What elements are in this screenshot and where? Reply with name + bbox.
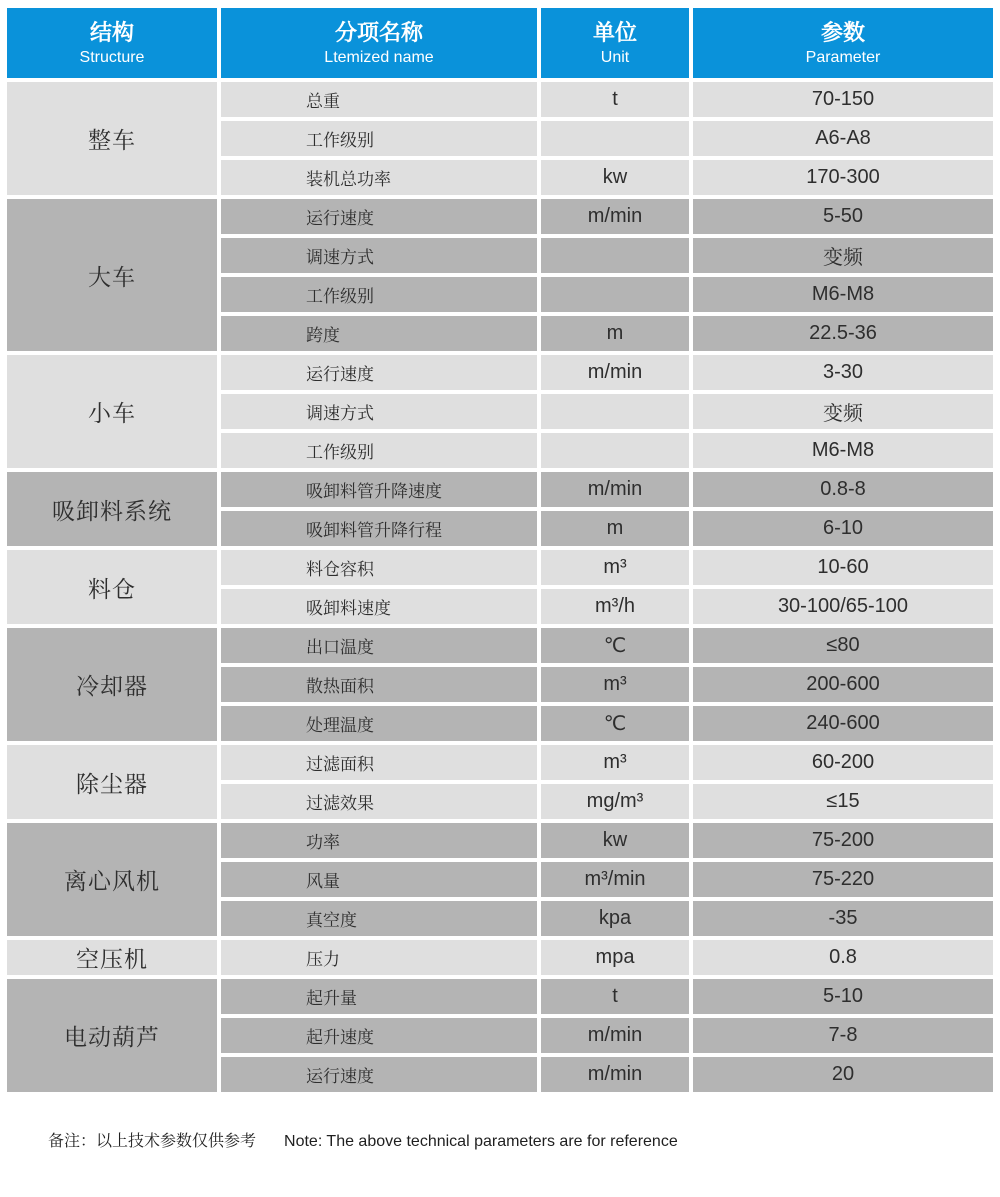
name-cell: 功率 <box>221 823 537 858</box>
name-cell: 装机总功率 <box>221 160 537 195</box>
unit-cell: m/min <box>541 355 689 390</box>
unit-cell: m³/h <box>541 589 689 624</box>
name-cell: 真空度 <box>221 901 537 936</box>
footer-note-zh: 备注：以上技术参数仅供参考 <box>48 1133 257 1150</box>
table-row <box>7 628 993 663</box>
footer-note-en: Note: The above technical parameters are for reference <box>284 1133 678 1150</box>
header-structure-en: Structure <box>79 48 145 66</box>
unit-cell: m/min <box>541 1018 689 1053</box>
structure-cell: 电动葫芦 <box>7 979 217 1092</box>
header-row <box>7 8 993 78</box>
unit-cell: kw <box>541 160 689 195</box>
param-cell: 20 <box>693 1057 993 1092</box>
param-cell: M6-M8 <box>693 277 993 312</box>
unit-cell: m³ <box>541 550 689 585</box>
header-cell-structure <box>7 8 217 78</box>
param-cell: 5-50 <box>693 199 993 234</box>
header-parameter-en: Parameter <box>805 48 881 66</box>
name-cell: 吸卸料管升降行程 <box>221 511 537 546</box>
name-cell: 工作级别 <box>221 277 537 312</box>
header-unit-zh: 单位 <box>592 20 637 46</box>
table-row <box>7 82 993 117</box>
footer-note <box>0 1128 1000 1151</box>
structure-cell: 吸卸料系统 <box>7 472 217 546</box>
header-cell-itemized-name <box>221 8 537 78</box>
name-cell: 运行速度 <box>221 355 537 390</box>
param-cell: 75-220 <box>693 862 993 897</box>
param-cell: 200-600 <box>693 667 993 702</box>
unit-cell: m³/min <box>541 862 689 897</box>
name-cell: 工作级别 <box>221 121 537 156</box>
param-cell: 170-300 <box>693 160 993 195</box>
table-row <box>7 199 993 234</box>
param-cell: 240-600 <box>693 706 993 741</box>
name-cell: 起升速度 <box>221 1018 537 1053</box>
param-cell: 变频 <box>693 394 993 429</box>
table-row <box>7 979 993 1014</box>
name-cell: 运行速度 <box>221 1057 537 1092</box>
param-cell: 3-30 <box>693 355 993 390</box>
param-cell: 60-200 <box>693 745 993 780</box>
unit-cell: kpa <box>541 901 689 936</box>
unit-cell: ℃ <box>541 628 689 663</box>
name-cell: 过滤效果 <box>221 784 537 819</box>
param-cell: 30-100/65-100 <box>693 589 993 624</box>
structure-cell: 料仓 <box>7 550 217 624</box>
name-cell: 料仓容积 <box>221 550 537 585</box>
name-cell: 工作级别 <box>221 433 537 468</box>
unit-cell: t <box>541 979 689 1014</box>
unit-cell: m/min <box>541 199 689 234</box>
param-cell: 10-60 <box>693 550 993 585</box>
name-cell: 散热面积 <box>221 667 537 702</box>
structure-cell: 冷却器 <box>7 628 217 741</box>
param-cell: 70-150 <box>693 82 993 117</box>
param-cell: 0.8-8 <box>693 472 993 507</box>
table-row <box>7 472 993 507</box>
header-cell-parameter <box>693 8 993 78</box>
unit-cell <box>541 433 689 468</box>
unit-cell: ℃ <box>541 706 689 741</box>
param-cell: 0.8 <box>693 940 993 975</box>
unit-cell: m/min <box>541 1057 689 1092</box>
name-cell: 过滤面积 <box>221 745 537 780</box>
header-itemized-name-zh: 分项名称 <box>334 20 423 46</box>
structure-cell: 除尘器 <box>7 745 217 819</box>
header-structure-zh: 结构 <box>89 20 134 46</box>
unit-cell: kw <box>541 823 689 858</box>
param-cell: 22.5-36 <box>693 316 993 351</box>
table-row <box>7 550 993 585</box>
param-cell: 7-8 <box>693 1018 993 1053</box>
name-cell: 调速方式 <box>221 394 537 429</box>
param-cell: 变频 <box>693 238 993 273</box>
table-row <box>7 745 993 780</box>
unit-cell: m/min <box>541 472 689 507</box>
structure-cell: 空压机 <box>7 940 217 975</box>
unit-cell: mg/m³ <box>541 784 689 819</box>
param-cell: ≤80 <box>693 628 993 663</box>
name-cell: 调速方式 <box>221 238 537 273</box>
table-row <box>7 823 993 858</box>
header-unit-en: Unit <box>600 48 630 66</box>
name-cell: 总重 <box>221 82 537 117</box>
structure-cell: 整车 <box>7 82 217 195</box>
table-row <box>7 940 993 975</box>
unit-cell <box>541 121 689 156</box>
name-cell: 压力 <box>221 940 537 975</box>
unit-cell: m³ <box>541 745 689 780</box>
unit-cell: m <box>541 316 689 351</box>
unit-cell <box>541 277 689 312</box>
name-cell: 处理温度 <box>221 706 537 741</box>
structure-cell: 离心风机 <box>7 823 217 936</box>
header-itemized-name-en: Ltemized name <box>324 48 434 66</box>
name-cell: 起升量 <box>221 979 537 1014</box>
header-cell-unit <box>541 8 689 78</box>
unit-cell <box>541 238 689 273</box>
param-cell: -35 <box>693 901 993 936</box>
structure-cell: 大车 <box>7 199 217 351</box>
param-cell: 5-10 <box>693 979 993 1014</box>
name-cell: 出口温度 <box>221 628 537 663</box>
structure-cell: 小车 <box>7 355 217 468</box>
name-cell: 吸卸料速度 <box>221 589 537 624</box>
param-cell: 6-10 <box>693 511 993 546</box>
spec-table-header <box>7 8 993 78</box>
unit-cell: m <box>541 511 689 546</box>
name-cell: 风量 <box>221 862 537 897</box>
unit-cell: mpa <box>541 940 689 975</box>
unit-cell: m³ <box>541 667 689 702</box>
param-cell: M6-M8 <box>693 433 993 468</box>
header-parameter-zh: 参数 <box>820 20 865 46</box>
name-cell: 吸卸料管升降速度 <box>221 472 537 507</box>
param-cell: A6-A8 <box>693 121 993 156</box>
spec-table <box>3 4 997 1096</box>
name-cell: 跨度 <box>221 316 537 351</box>
spec-table-body <box>7 82 993 1092</box>
param-cell: 75-200 <box>693 823 993 858</box>
table-row <box>7 355 993 390</box>
param-cell: ≤15 <box>693 784 993 819</box>
name-cell: 运行速度 <box>221 199 537 234</box>
unit-cell: t <box>541 82 689 117</box>
unit-cell <box>541 394 689 429</box>
